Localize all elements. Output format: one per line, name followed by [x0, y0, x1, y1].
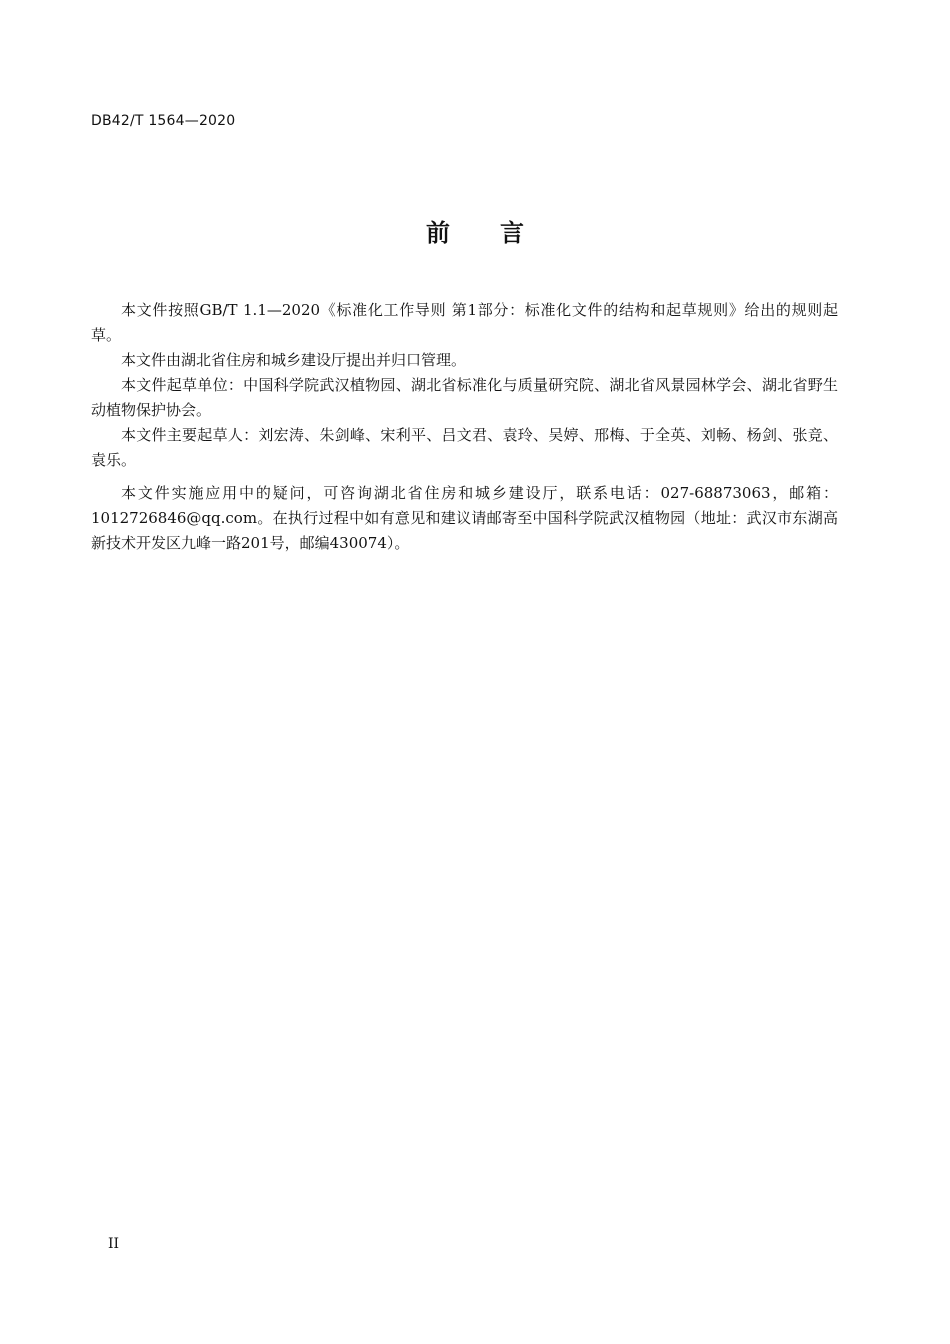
- paragraph-drafters: 本文件主要起草人：刘宏涛、朱剑峰、宋利平、吕文君、袁玲、吴婷、邢梅、于全英、刘畅、杨剑、张竞、袁乐。: [91, 426, 838, 469]
- paragraph-drafting-units: 本文件起草单位：中国科学院武汉植物园、湖北省标准化与质量研究院、湖北省风景园林学会、湖北省野生动植物保护协会。: [91, 376, 838, 419]
- paragraph-drafting-rules: 本文件按照GB/T 1.1—2020《标准化工作导则 第1部分：标准化文件的结构和起草规则》给出的规则起草。: [91, 301, 838, 344]
- paragraph-contact: 本文件实施应用中的疑问，可咨询湖北省住房和城乡建设厅，联系电话：027-68873063，邮箱：1012726846@qq.com。在执行过程中如有意见和建议请邮寄至中国科学院武汉植物园（地址：武汉市东湖高新技术开发区九峰一路201号，邮编430074）。: [91, 484, 838, 552]
- page-number: II: [108, 1236, 120, 1252]
- paragraph-proposer: 本文件由湖北省住房和城乡建设厅提出并归口管理。: [121, 351, 467, 369]
- section-title: [0, 213, 950, 248]
- foreword-body: [91, 298, 838, 556]
- section-title-char-1: 前: [426, 219, 450, 247]
- section-title-char-2: 言: [500, 219, 524, 247]
- document-number: DB42/T 1564—2020: [91, 113, 236, 129]
